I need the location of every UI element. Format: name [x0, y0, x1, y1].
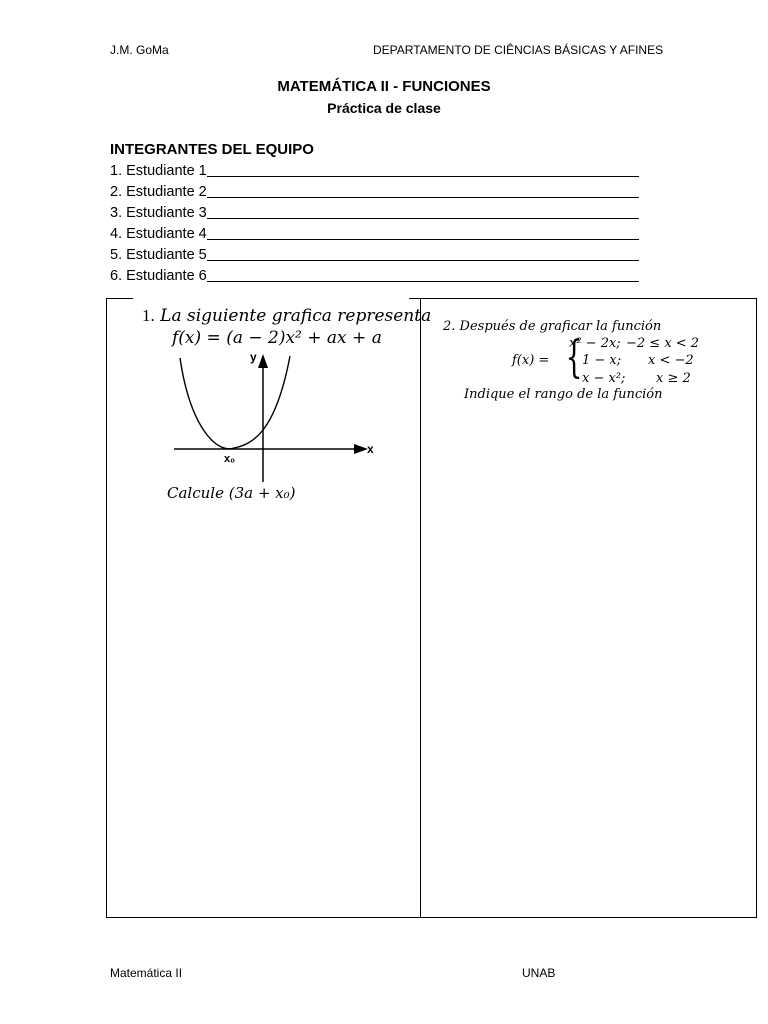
page-subtitle: Práctica de clase — [327, 100, 441, 116]
team-member-row — [110, 182, 639, 203]
border-gap — [133, 296, 409, 301]
footer-course: Matemática II — [110, 966, 183, 980]
x-axis-label: x — [367, 442, 374, 456]
piecewise-expr: 1 − x; — [582, 353, 622, 368]
team-member-row — [110, 245, 639, 266]
name-blank-line[interactable] — [207, 266, 639, 282]
team-member-row — [110, 203, 639, 224]
piecewise-brace: { — [565, 332, 583, 383]
problem1-text: La siguiente grafica representa — [160, 306, 432, 326]
piecewise-condition: x < −2 — [648, 353, 694, 368]
header-department: DEPARTAMENTO DE CIÊNCIAS BÁSICAS Y AFINES — [373, 43, 664, 57]
team-member-label: 4. Estudiante 4 — [110, 226, 207, 242]
parabola-curve — [180, 356, 290, 449]
y-axis-label: y — [250, 350, 257, 364]
page-title: MATEMÁTICA II - FUNCIONES — [277, 78, 491, 95]
piecewise-condition: x ≥ 2 — [656, 371, 691, 386]
y-axis-arrow-icon — [258, 354, 268, 368]
name-blank-line[interactable] — [207, 224, 639, 240]
team-heading: INTEGRANTES DEL EQUIPO — [110, 141, 314, 158]
name-blank-line[interactable] — [207, 161, 639, 177]
vertex-label: x₀ — [224, 453, 236, 465]
team-member-list — [110, 161, 639, 287]
problem1-statement — [142, 306, 431, 326]
parabola-graph — [168, 346, 378, 486]
name-blank-line[interactable] — [207, 182, 639, 198]
problem2-statement: 2. Después de graficar la función — [443, 319, 662, 334]
footer-university: UNAB — [522, 966, 556, 980]
piecewise-condition: −2 ≤ x < 2 — [626, 336, 700, 351]
piecewise-expr: x² − 2x; — [569, 336, 621, 351]
team-member-label: 5. Estudiante 5 — [110, 247, 207, 263]
x-axis-arrow-icon — [354, 444, 368, 454]
team-member-label: 3. Estudiante 3 — [110, 205, 207, 221]
team-member-row — [110, 161, 639, 182]
problem2-function-label: f(x) = — [512, 353, 550, 368]
piecewise-expr: x − x²; — [582, 371, 626, 386]
problem1-question: Calcule (3a + x₀) — [167, 484, 296, 502]
name-blank-line[interactable] — [207, 203, 639, 219]
problem2-question: Indique el rango de la función — [464, 387, 663, 402]
problem1-number: 1. — [142, 306, 155, 325]
name-blank-line[interactable] — [207, 245, 639, 261]
team-member-label: 6. Estudiante 6 — [110, 268, 207, 284]
header-author: J.M. GoMa — [110, 43, 169, 57]
column-divider — [420, 298, 421, 918]
team-member-label: 2. Estudiante 2 — [110, 184, 207, 200]
problem1-formula: f(x) = (a − 2)x² + ax + a — [172, 328, 382, 348]
team-member-row — [110, 224, 639, 245]
team-member-row — [110, 266, 639, 287]
team-member-label: 1. Estudiante 1 — [110, 163, 207, 179]
